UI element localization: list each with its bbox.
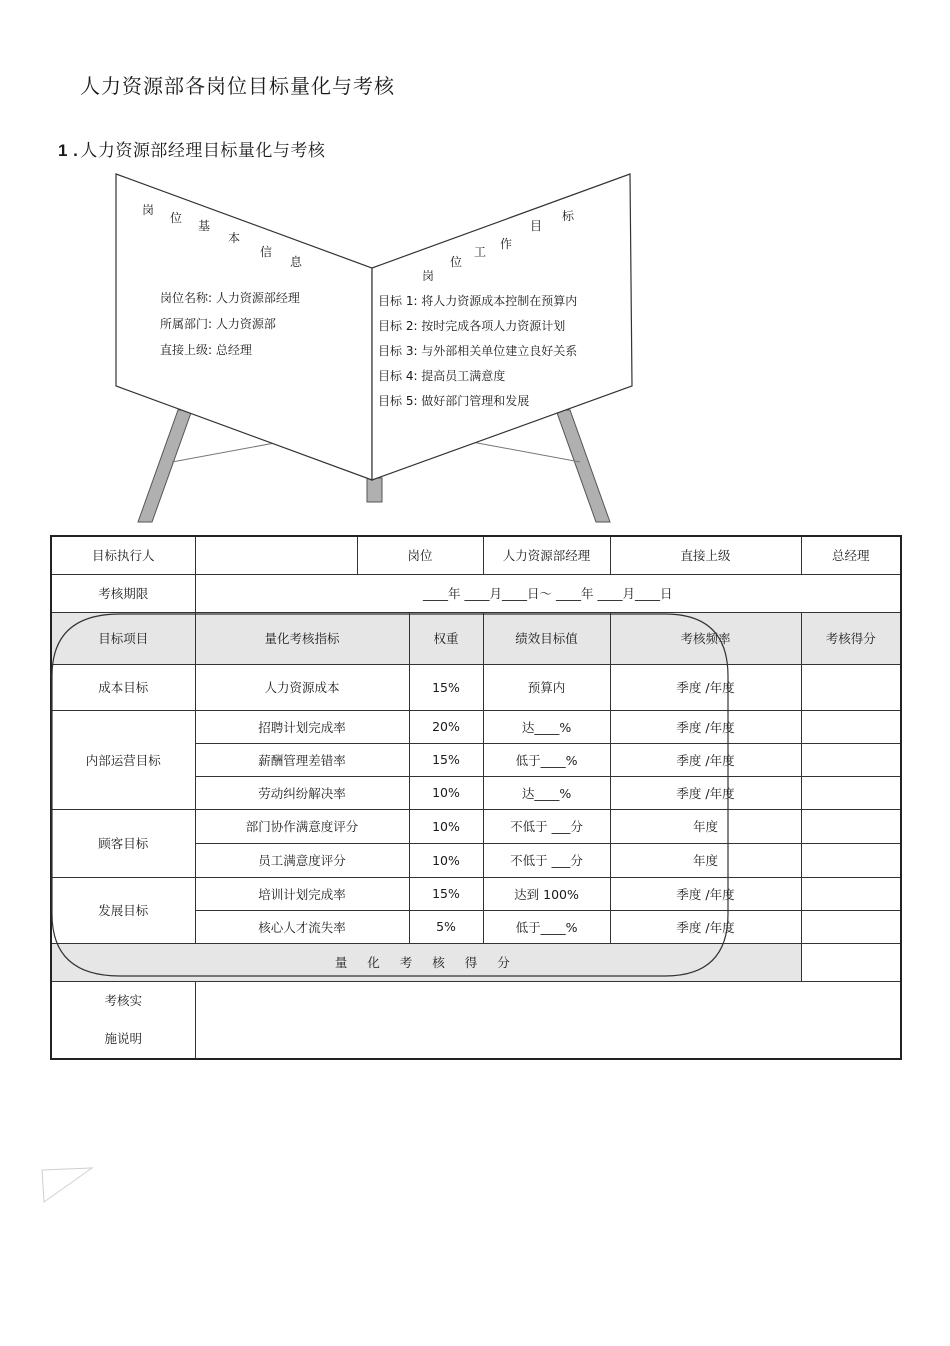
left-arc-char: 位 <box>170 211 183 225</box>
section-title-text: 人力资源部经理目标量化与考核 <box>80 141 326 161</box>
easel-leg-right <box>556 410 610 522</box>
weight-cell: 10% <box>409 776 483 809</box>
period-value[interactable]: ____年 ____月____日～ ____年 ____月____日 <box>195 574 901 612</box>
frequency-cell: 季度 /年度 <box>610 877 801 910</box>
section-number: 1 . <box>58 141 79 160</box>
indicator-cell: 人力资源成本 <box>195 664 409 710</box>
easel-leg-center <box>367 478 382 502</box>
total-score-label: 量 化 考 核 得 分 <box>51 943 801 981</box>
position-value: 人力资源部经理 <box>483 536 610 574</box>
goal-line: 目标 3: 与外部相关单位建立良好关系 <box>378 344 578 358</box>
period-label: 考核期限 <box>51 574 195 612</box>
superior-label: 直接上级 <box>610 536 801 574</box>
score-cell[interactable] <box>801 910 901 943</box>
frequency-cell: 季度 /年度 <box>610 776 801 809</box>
document-title: 人力资源部各岗位目标量化与考核 <box>80 74 395 98</box>
weight-cell: 10% <box>409 843 483 877</box>
indicator-cell: 培训计划完成率 <box>195 877 409 910</box>
category-cell: 发展目标 <box>51 877 195 943</box>
right-arc-char: 作 <box>500 237 513 251</box>
kpi-body <box>51 612 901 943</box>
score-cell[interactable] <box>801 776 901 809</box>
indicator-cell: 部门协作满意度评分 <box>195 809 409 843</box>
indicator-cell: 薪酬管理差错率 <box>195 743 409 776</box>
frequency-cell: 年度 <box>610 843 801 877</box>
target-cell: 低于____% <box>483 743 610 776</box>
target-cell: 低于____% <box>483 910 610 943</box>
weight-cell: 15% <box>409 664 483 710</box>
goal-line: 目标 4: 提高员工满意度 <box>378 369 506 383</box>
header-target-item: 目标项目 <box>51 612 195 664</box>
info-line: 岗位名称: 人力资源部经理 <box>160 291 300 305</box>
right-arc-char: 标 <box>562 209 575 223</box>
left-arc-char: 信 <box>260 245 273 259</box>
left-arc-char: 息 <box>290 255 303 269</box>
notes-field[interactable] <box>195 981 901 1059</box>
left-arc-char: 岗 <box>142 203 155 217</box>
score-cell[interactable] <box>801 664 901 710</box>
target-cell: 达____% <box>483 710 610 743</box>
total-score-field[interactable] <box>801 943 901 981</box>
frequency-cell: 季度 /年度 <box>610 743 801 776</box>
weight-cell: 10% <box>409 809 483 843</box>
indicator-cell: 核心人才流失率 <box>195 910 409 943</box>
score-cell[interactable] <box>801 710 901 743</box>
weight-cell: 15% <box>409 743 483 776</box>
notes-label <box>51 981 195 1059</box>
easel-brace-right <box>472 442 580 462</box>
category-cell: 成本目标 <box>51 664 195 710</box>
left-arc-char: 基 <box>198 219 211 233</box>
right-arc-char: 目 <box>530 219 543 233</box>
superior-value: 总经理 <box>801 536 901 574</box>
target-cell: 不低于 ___分 <box>483 843 610 877</box>
notes-label-line-1: 考核实 <box>104 992 142 1008</box>
indicator-cell: 招聘计划完成率 <box>195 710 409 743</box>
executor-label: 目标执行人 <box>51 536 195 574</box>
goal-line: 目标 2: 按时完成各项人力资源计划 <box>378 319 566 333</box>
goal-line: 目标 5: 做好部门管理和发展 <box>378 394 530 408</box>
target-cell: 达到 100% <box>483 877 610 910</box>
target-cell: 预算内 <box>483 664 610 710</box>
target-cell: 达____% <box>483 776 610 809</box>
score-cell[interactable] <box>801 877 901 910</box>
right-arc-char: 位 <box>450 255 463 269</box>
right-arc-char: 工 <box>474 245 487 259</box>
target-cell: 不低于 ___分 <box>483 809 610 843</box>
indicator-cell: 劳动纠纷解决率 <box>195 776 409 809</box>
header-frequency: 考核频率 <box>610 612 801 664</box>
frequency-cell: 季度 /年度 <box>610 664 801 710</box>
score-cell[interactable] <box>801 809 901 843</box>
header-indicator: 量化考核指标 <box>195 612 409 664</box>
score-cell[interactable] <box>801 843 901 877</box>
corner-mark <box>42 1168 92 1202</box>
weight-cell: 15% <box>409 877 483 910</box>
info-line: 直接上级: 总经理 <box>160 343 252 357</box>
notes-label-line-2: 施说明 <box>104 1030 142 1046</box>
header-score: 考核得分 <box>801 612 901 664</box>
indicator-cell: 员工满意度评分 <box>195 843 409 877</box>
kpi-table <box>50 535 902 1060</box>
frequency-cell: 季度 /年度 <box>610 910 801 943</box>
frequency-cell: 年度 <box>610 809 801 843</box>
left-arc-char: 本 <box>228 231 241 245</box>
info-line: 所属部门: 人力资源部 <box>160 317 276 331</box>
position-label: 岗位 <box>357 536 483 574</box>
frequency-cell: 季度 /年度 <box>610 710 801 743</box>
goal-line: 目标 1: 将人力资源成本控制在预算内 <box>378 294 578 308</box>
easel-brace-left <box>172 442 280 462</box>
right-arc-char: 岗 <box>422 269 435 283</box>
score-cell[interactable] <box>801 743 901 776</box>
weight-cell: 5% <box>409 910 483 943</box>
weight-cell: 20% <box>409 710 483 743</box>
info-board-illustration <box>0 0 950 540</box>
header-weight: 权重 <box>409 612 483 664</box>
category-cell: 顾客目标 <box>51 809 195 877</box>
executor-field[interactable] <box>195 536 357 574</box>
easel-leg-left <box>138 410 192 522</box>
category-cell: 内部运营目标 <box>51 710 195 809</box>
header-target-value: 绩效目标值 <box>483 612 610 664</box>
